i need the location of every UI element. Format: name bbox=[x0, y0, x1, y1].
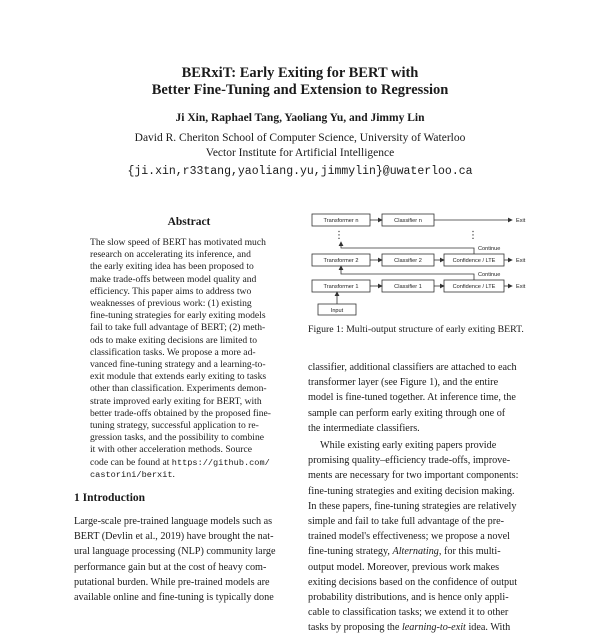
abstract-line: fine-tuning strategies for early exiting models bbox=[90, 310, 266, 322]
learning-to-exit-term: learning-to-exit bbox=[401, 622, 466, 634]
abstract-line-text: code can be found at bbox=[90, 456, 170, 468]
input-label: Input bbox=[330, 308, 344, 314]
right-line: trained model's effectiveness; we propose a novel bbox=[308, 531, 510, 543]
right-paragraph-2 bbox=[308, 438, 536, 636]
abstract-heading: Abstract bbox=[167, 216, 211, 228]
arrow-continue-2 bbox=[341, 242, 474, 254]
confidence-lte-1-label: Confidence / LTE bbox=[452, 284, 496, 290]
intro-line: BERT (Devlin et al., 2019) have brought the nat- bbox=[74, 531, 274, 543]
right-line-text: idea. With bbox=[465, 622, 511, 634]
right-line: simple and fail to take full advantage of the pre- bbox=[308, 516, 505, 528]
code-url-link[interactable]: https://github.com/ bbox=[171, 457, 270, 468]
abstract-line: classification tasks. We propose a more ad- bbox=[90, 346, 256, 358]
abstract-line: the early exiting idea has been proposed to bbox=[90, 261, 254, 273]
intro-line: performance gain but at the cost of heavy com- bbox=[74, 561, 267, 573]
right-line: fine-tuning strategies and exiting decision making. bbox=[308, 485, 515, 497]
classifier-2-label: Classifier 2 bbox=[394, 258, 422, 264]
right-line: output model. Moreover, previous work makes bbox=[308, 561, 500, 573]
abstract-line: efficiency. This paper aims to address two bbox=[90, 285, 252, 297]
classifier-1-label: Classifier 1 bbox=[394, 284, 422, 290]
intro-line: available online and fine-tuning is typically done bbox=[74, 592, 274, 604]
ellipsis-dots: ⋮ bbox=[334, 230, 344, 241]
abstract-line: exit module that extends early exiting to tasks bbox=[90, 371, 267, 383]
affiliation-line1: David R. Cheriton School of Computer Science, University of Waterloo bbox=[134, 132, 466, 144]
figure-1-caption: Figure 1: Multi-output structure of early exiting BERT. bbox=[308, 324, 524, 335]
abstract-line: vanced fine-tuning strategy and a learning-to- bbox=[90, 359, 266, 371]
abstract-line: fail to take full advantage of BERT; (2) meth- bbox=[90, 322, 266, 334]
transformer-1-label: Transformer 1 bbox=[323, 284, 359, 290]
right-line: promising quality–efficiency trade-offs, improve- bbox=[308, 455, 511, 467]
paper-title-line1: BERxiT: Early Exiting for BERT with bbox=[181, 65, 419, 81]
abstract-line: other than classification. Experiments demon- bbox=[90, 383, 267, 395]
right-line: probability distributions, and is hence only appli- bbox=[308, 592, 509, 604]
figure-1-diagram bbox=[306, 208, 546, 320]
author-emails: {ji.xin,r33tang,yaoliang.yu,jimmylin}@uwaterloo.ca bbox=[127, 165, 473, 178]
right-line: ments are necessary for two important components: bbox=[308, 470, 519, 482]
right-line: While existing early exiting papers provide bbox=[320, 440, 497, 451]
right-line: exiting decisions based on the confidence of output bbox=[308, 576, 518, 588]
transformer-2-label: Transformer 2 bbox=[323, 258, 359, 264]
transformer-n-label: Transformer n bbox=[323, 218, 359, 224]
right-line: In these papers, fine-tuning strategies are relatively bbox=[308, 500, 517, 512]
intro-paragraph bbox=[74, 514, 294, 605]
abstract-line: strate improved early exiting for BERT, with bbox=[90, 395, 262, 407]
right-line-text: tasks by proposing the bbox=[308, 622, 400, 634]
exit-label-2: Exit bbox=[516, 258, 526, 264]
right-paragraph-1 bbox=[308, 360, 536, 436]
classifier-n-label: Classifier n bbox=[394, 218, 422, 224]
abstract-line bbox=[90, 469, 288, 481]
abstract-body bbox=[90, 237, 288, 481]
abstract-line: better trade-offs obtained by the proposed fine- bbox=[90, 407, 271, 419]
authors: Ji Xin, Raphael Tang, Yaoliang Yu, and Jimmy Lin bbox=[175, 112, 425, 124]
right-line bbox=[308, 620, 536, 635]
exit-label-1: Exit bbox=[516, 284, 526, 290]
code-url-link-cont[interactable]: castorini/berxit bbox=[90, 469, 173, 480]
right-line: transformer layer (see Figure 1), and the entire bbox=[308, 377, 499, 389]
abstract-line: research on accelerating its inference, and bbox=[90, 249, 251, 261]
intro-line: ural language processing (NLP) community large bbox=[74, 546, 276, 558]
right-line: the intermediate classifiers. bbox=[308, 422, 420, 434]
abstract-line: The slow speed of BERT has motivated much bbox=[90, 237, 266, 248]
abstract-line: weaknesses of previous work: (1) existing bbox=[90, 298, 252, 310]
right-line: cable to classification tasks; we extend it to other bbox=[308, 607, 509, 619]
paper-title-line2: Better Fine-Tuning and Extension to Regression bbox=[151, 82, 449, 98]
intro-line: putational burden. While pre-trained models are bbox=[74, 576, 270, 588]
continue-label-2: Continue bbox=[478, 246, 501, 252]
right-line: classifier, additional classifiers are attached to each bbox=[308, 362, 517, 373]
intro-line: Large-scale pre-trained language models such as bbox=[74, 516, 273, 527]
right-line-text: fine-tuning strategy, bbox=[308, 546, 390, 558]
right-line: model is fine-tuned together. At inference time, the bbox=[308, 392, 516, 404]
continue-label-1: Continue bbox=[478, 272, 501, 278]
section-heading-introduction: 1 Introduction bbox=[74, 492, 146, 504]
affiliation-line2: Vector Institute for Artificial Intelligence bbox=[205, 147, 395, 159]
abstract-line: it with other acceleration methods. Source bbox=[90, 444, 252, 456]
right-line-text: , for this multi- bbox=[438, 546, 501, 558]
abstract-line: gression tasks, and the possibility to combine bbox=[90, 432, 265, 444]
right-line: sample can perform early exiting through one of bbox=[308, 407, 506, 419]
abstract-line: tuning strategy, successful application to re- bbox=[90, 420, 259, 432]
alternating-term: Alternating bbox=[392, 546, 439, 558]
confidence-lte-2-label: Confidence / LTE bbox=[452, 258, 496, 264]
arrow-continue-1 bbox=[341, 266, 474, 280]
abstract-line: ods to make exiting decisions are limited to bbox=[90, 334, 258, 346]
abstract-line bbox=[90, 457, 288, 469]
abstract-line: make trade-offs between model quality and bbox=[90, 273, 257, 285]
ellipsis-dots: ⋮ bbox=[468, 230, 478, 241]
right-line bbox=[308, 544, 536, 559]
abstract-end-period: . bbox=[172, 468, 175, 480]
exit-label-n: Exit bbox=[516, 218, 526, 224]
